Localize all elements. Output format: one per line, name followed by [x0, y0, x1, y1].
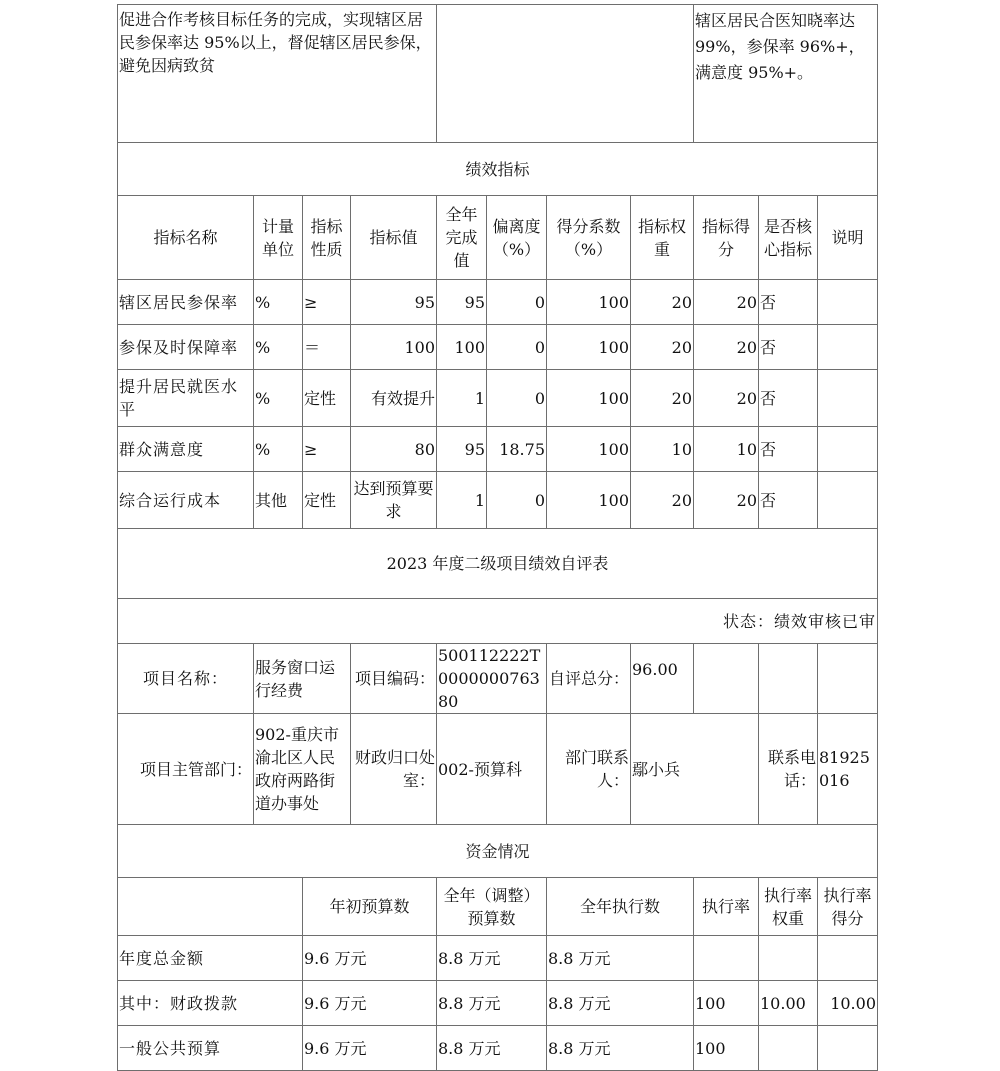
cell: % [254, 370, 303, 427]
cell: 100 [547, 280, 631, 325]
cell: % [254, 280, 303, 325]
self-score-label: 自评总分： [547, 644, 631, 714]
cell: 有效提升 [351, 370, 437, 427]
header-cell: 说明 [818, 196, 878, 280]
contact-label: 部门联系人： [547, 714, 631, 825]
table-row [118, 472, 878, 529]
cell: 20 [631, 370, 694, 427]
cell: 辖区居民参保率 [118, 280, 254, 325]
phone-value: 81925016 [818, 714, 878, 825]
cell: 否 [759, 280, 818, 325]
indicator-summary [694, 5, 878, 143]
cell: 20 [694, 280, 759, 325]
project-description [118, 5, 437, 143]
header-cell: 指标性质 [303, 196, 351, 280]
cell: 10 [631, 427, 694, 472]
cell: 8.8 万元 [547, 1026, 694, 1071]
cell: 20 [631, 472, 694, 529]
cell: 95 [437, 427, 487, 472]
cell: 95 [351, 280, 437, 325]
cell: 年度总金额 [118, 936, 303, 981]
cell: 1 [437, 370, 487, 427]
project-code-label: 项目编码： [351, 644, 437, 714]
cell: 20 [694, 325, 759, 370]
cell: 0 [487, 472, 547, 529]
project-name-value: 服务窗口运行经费 [254, 644, 351, 714]
status-text: 状态：绩效审核已审 [118, 599, 878, 644]
cell: 定性 [303, 370, 351, 427]
table-row [118, 280, 878, 325]
project-description-text: 促进合作考核目标任务的完成，实现辖区居民参保率达 95%以上，督促辖区居民参保，避免因病致贫 [119, 10, 432, 75]
cell: % [254, 427, 303, 472]
cell: 否 [759, 325, 818, 370]
project-code-value: 500112222T000000076380 [437, 644, 547, 714]
cell: 0 [487, 325, 547, 370]
header-cell: 执行率 [694, 878, 759, 936]
cell [818, 936, 878, 981]
table-title: 2023 年度二级项目绩效自评表 [118, 529, 878, 599]
header-cell: 年初预算数 [303, 878, 437, 936]
cell: 8.8 万元 [437, 1026, 547, 1071]
self-score-value: 96.00 [631, 644, 694, 714]
cell: 9.6 万元 [303, 936, 437, 981]
section-title-performance: 绩效指标 [118, 143, 878, 196]
header-cell: 执行率得分 [818, 878, 878, 936]
cell: 8.8 万元 [547, 981, 694, 1026]
funds-header-row [118, 878, 878, 936]
cell: 参保及时保障率 [118, 325, 254, 370]
indicator-summary-text: 辖区居民合医知晓率达 99%，参保率 96%+，满意度 95%+。 [695, 11, 865, 82]
cell: 定性 [303, 472, 351, 529]
table-row [118, 981, 878, 1026]
finance-value: 002-预算科 [437, 714, 547, 825]
cell: ≥ [303, 427, 351, 472]
cell: 10.00 [759, 981, 818, 1026]
cell: 提升居民就医水平 [118, 370, 254, 427]
cell: 100 [547, 427, 631, 472]
project-contact-row [118, 714, 878, 825]
cell: 否 [759, 472, 818, 529]
cell: 100 [437, 325, 487, 370]
cell [759, 936, 818, 981]
phone-label: 联系电话： [759, 714, 818, 825]
cell: 否 [759, 370, 818, 427]
cell: 20 [631, 280, 694, 325]
cell [818, 472, 878, 529]
cell [818, 280, 878, 325]
header-cell: 指标名称 [118, 196, 254, 280]
cell: 100 [694, 1026, 759, 1071]
dept-label: 项目主管部门： [118, 714, 254, 825]
cell: ≥ [303, 280, 351, 325]
header-cell: 得分系数（%） [547, 196, 631, 280]
cell [818, 325, 878, 370]
header-cell: 全年完成值 [437, 196, 487, 280]
cell: 达到预算要求 [351, 472, 437, 529]
cell: 10.00 [818, 981, 878, 1026]
cell: 9.6 万元 [303, 1026, 437, 1071]
empty-cell [818, 644, 878, 714]
empty-cell [694, 644, 759, 714]
section-title-funds: 资金情况 [118, 825, 878, 878]
cell: 100 [547, 370, 631, 427]
contact-value: 鄢小兵 [631, 714, 759, 825]
header-cell: 全年（调整）预算数 [437, 878, 547, 936]
cell: 10 [694, 427, 759, 472]
cell: 其他 [254, 472, 303, 529]
cell: 20 [694, 370, 759, 427]
dept-value: 902-重庆市渝北区人民政府两路街道办事处 [254, 714, 351, 825]
cell: % [254, 325, 303, 370]
cell: 群众满意度 [118, 427, 254, 472]
table-row [118, 370, 878, 427]
cell: 18.75 [487, 427, 547, 472]
cell: 8.8 万元 [547, 936, 694, 981]
project-name-label: 项目名称： [118, 644, 254, 714]
header-cell: 计量单位 [254, 196, 303, 280]
cell: 0 [487, 280, 547, 325]
header-cell: 是否核心指标 [759, 196, 818, 280]
table-row [118, 427, 878, 472]
cell: 一般公共预算 [118, 1026, 303, 1071]
cell: 8.8 万元 [437, 936, 547, 981]
cell [818, 370, 878, 427]
empty-cell [437, 5, 694, 143]
cell: 80 [351, 427, 437, 472]
cell: 100 [547, 325, 631, 370]
cell: 9.6 万元 [303, 981, 437, 1026]
header-cell: 指标得分 [694, 196, 759, 280]
table-row [118, 936, 878, 981]
cell: 其中：财政拨款 [118, 981, 303, 1026]
cell: ＝ [303, 325, 351, 370]
header-cell: 指标权重 [631, 196, 694, 280]
cell: 100 [547, 472, 631, 529]
cell: 1 [437, 472, 487, 529]
cell: 95 [437, 280, 487, 325]
cell: 20 [631, 325, 694, 370]
header-cell: 偏离度（%） [487, 196, 547, 280]
cell [818, 427, 878, 472]
header-cell [118, 878, 303, 936]
project-info-row [118, 644, 878, 714]
cell: 100 [351, 325, 437, 370]
cell: 8.8 万元 [437, 981, 547, 1026]
indicator-header-row [118, 196, 878, 280]
header-cell: 指标值 [351, 196, 437, 280]
cell: 100 [694, 981, 759, 1026]
table-row [118, 325, 878, 370]
performance-evaluation-table [117, 4, 878, 1071]
cell: 0 [487, 370, 547, 427]
header-cell: 执行率权重 [759, 878, 818, 936]
cell: 综合运行成本 [118, 472, 254, 529]
empty-cell [759, 644, 818, 714]
finance-label: 财政归口处室： [351, 714, 437, 825]
cell: 否 [759, 427, 818, 472]
header-cell: 全年执行数 [547, 878, 694, 936]
cell [694, 936, 759, 981]
cell: 20 [694, 472, 759, 529]
